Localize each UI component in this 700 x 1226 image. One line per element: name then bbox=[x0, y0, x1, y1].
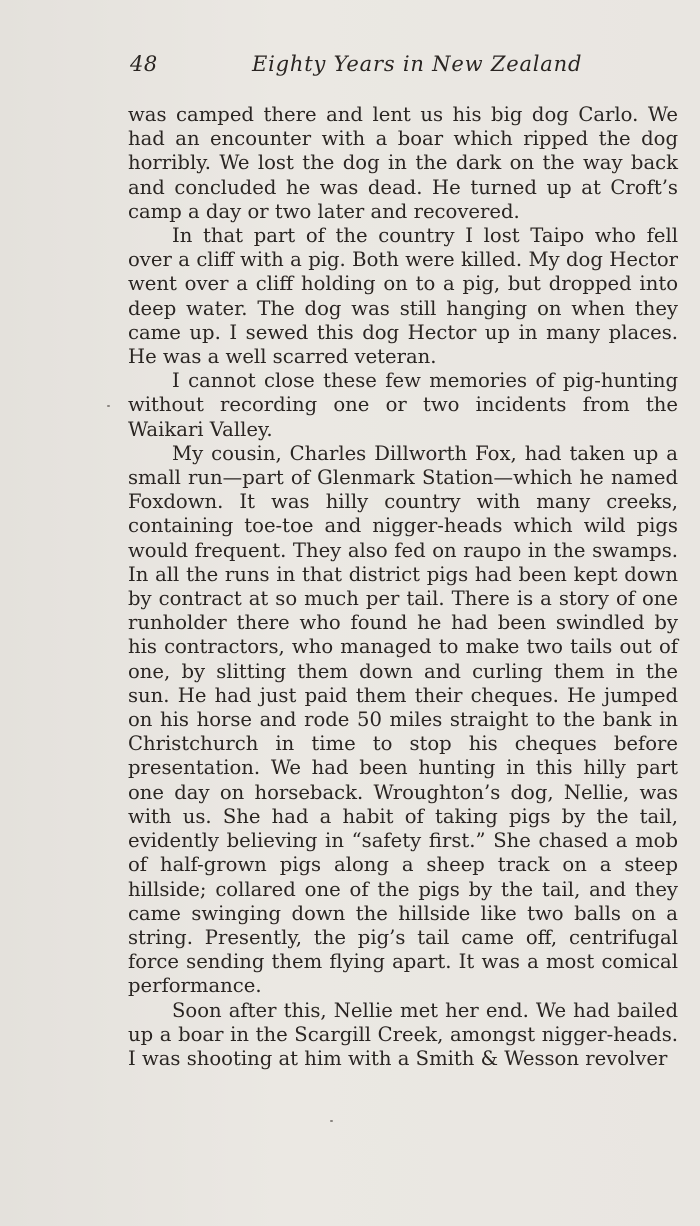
paragraph: Soon after this, Nellie met her end. We had bailed up a boar in the Scargill Creek, amongst nigger-heads. I was shooting at him with a Smith & Wesson revolver bbox=[128, 998, 678, 1070]
running-title: Eighty Years in New Zealand bbox=[252, 52, 583, 76]
paper-speck bbox=[330, 1120, 333, 1122]
paragraph: I cannot close these few memories of pig-hunting without recording one or two incidents from the Waikari Valley. bbox=[128, 369, 678, 441]
paragraph: In that part of the country I lost Taipo who fell over a cliff with a pig. Both were killed. My dog Hector went over a cliff holding on to a pig, but dropped into deep water. The dog was still hanging on when they came up. I sewed this dog Hector up in many places. He was a well scarred veteran. bbox=[128, 224, 678, 369]
paper-speck bbox=[107, 405, 110, 407]
paragraph: My cousin, Charles Dillworth Fox, had taken up a small run—part of Glenmark Station—which he named Foxdown. It was hilly country with many creeks, containing toe-toe and nigger-heads which wild pigs would frequent. They also fed on raupo in the swamps. In all the runs in that district pigs had been kept down by contract at so much per tail. There is a story of one runholder there who found he had been swindled by his contractors, who managed to make two tails out of one, by slitting them down and curling them in the sun. He had just paid them their cheques. He jumped on his horse and rode 50 miles straight to the bank in Christchurch in time to stop his cheques before presentation. We had been hunting in this hilly part one day on horseback. Wroughton’s dog, Nellie, was with us. She had a habit of taking pigs by the tail, evidently believing in “safety first.” She chased a mob of half-grown pigs along a sheep track on a steep hillside; collared one of the pigs by the tail, and they came swinging down the hillside like two balls on a string. Presently, the pig’s tail came off, centrifugal force sending them flying apart. It was a most comical performance. bbox=[128, 441, 678, 998]
paragraph-continued: was camped there and lent us his big dog Carlo. We had an encounter with a boar which ripped the dog horribly. We lost the dog in the dark on the way back and concluded he was dead. He turned up at Croft’s camp a day or two later and recovered. bbox=[128, 103, 678, 223]
running-head bbox=[130, 52, 583, 84]
body-text bbox=[128, 103, 678, 1071]
page-number: 48 bbox=[130, 52, 158, 76]
